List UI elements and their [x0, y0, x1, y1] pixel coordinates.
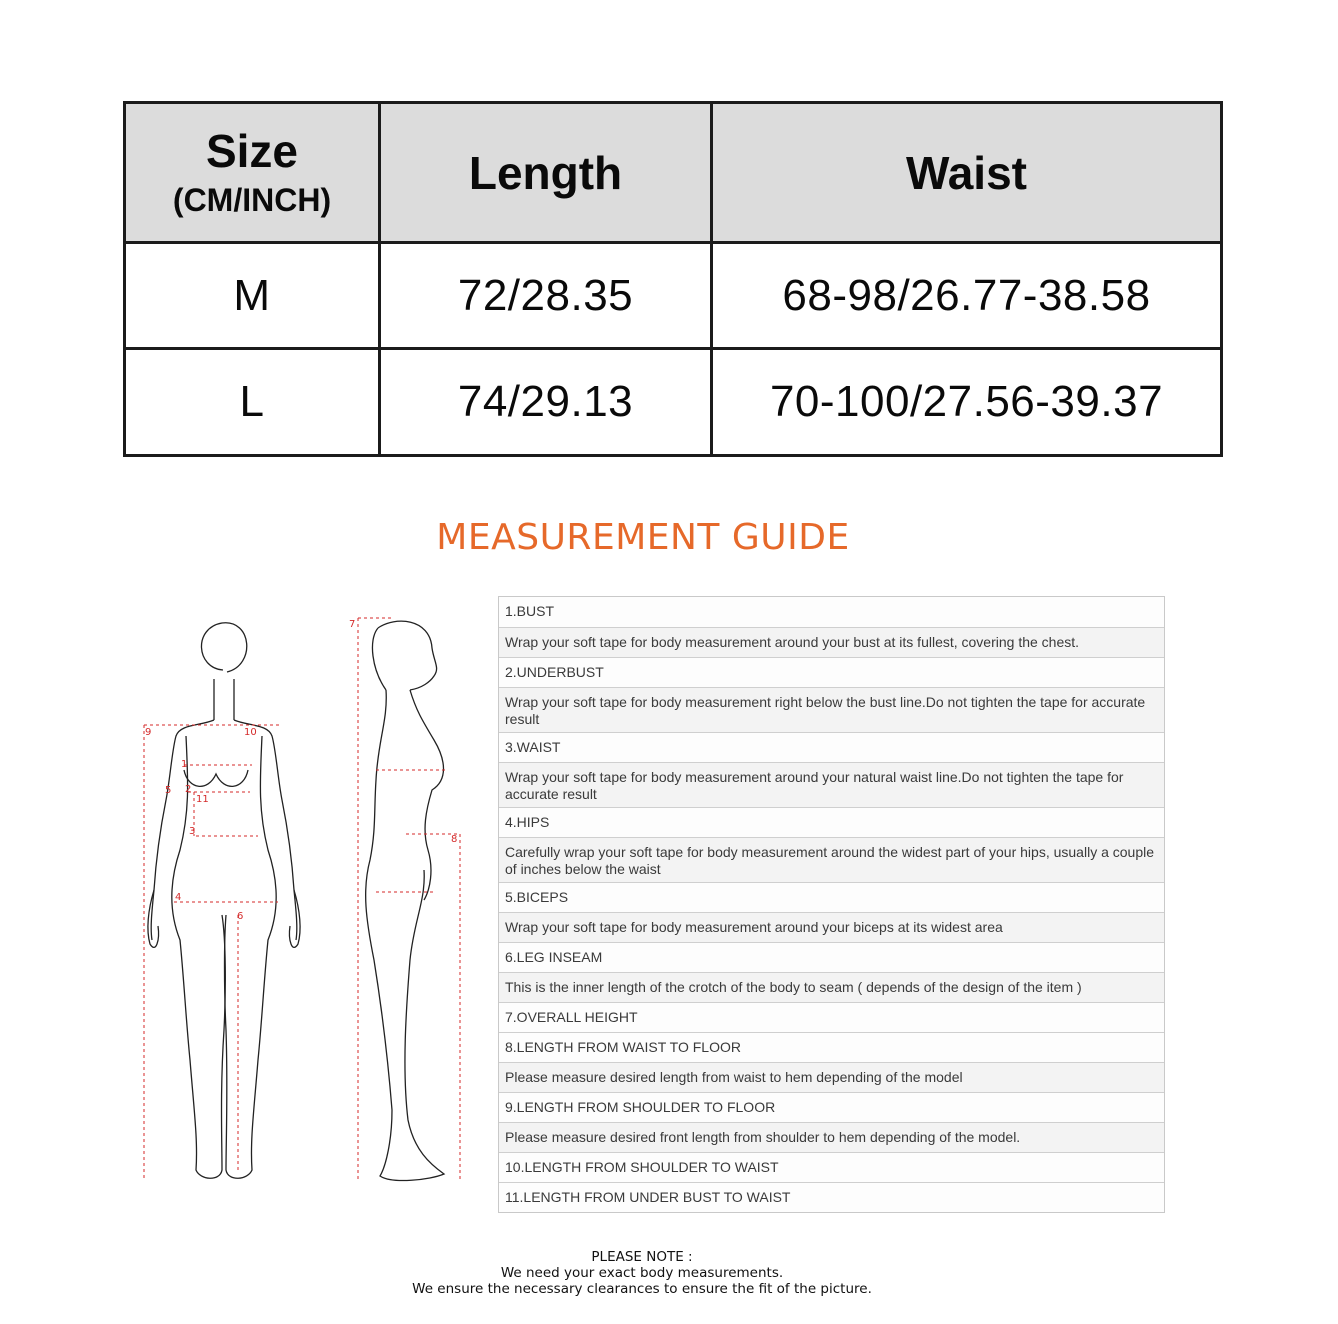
table-row: [125, 243, 1222, 349]
guide-item-heading: 4.HIPS: [499, 807, 1164, 837]
front-body-figure: [148, 623, 300, 1179]
marker-label: 4: [175, 892, 182, 903]
waist-column-header: Waist: [712, 103, 1222, 243]
measurement-guide-title: MEASUREMENT GUIDE: [436, 517, 850, 558]
guide-item-description: Wrap your soft tape for body measurement around your bust at its fullest, covering the chest.: [499, 627, 1164, 657]
marker-label: 2: [185, 784, 192, 795]
guide-item-heading: 11.LENGTH FROM UNDER BUST TO WAIST: [499, 1182, 1164, 1212]
size-header-label: Size: [205, 125, 299, 177]
guide-item-heading: 6.LEG INSEAM: [499, 942, 1164, 972]
guide-item-heading: 5.BICEPS: [499, 882, 1164, 912]
marker-label: 3: [189, 826, 196, 837]
please-note: [0, 1249, 1284, 1297]
marker-label: 1: [181, 759, 188, 770]
measurement-lines: [144, 618, 460, 1180]
guide-item-description: This is the inner length of the crotch of the body to seam ( depends of the design of the item ): [499, 972, 1164, 1002]
marker-label: 6: [237, 911, 244, 922]
body-measurement-figures: [130, 610, 475, 1190]
guide-item-description: Wrap your soft tape for body measurement right below the bust line.Do not tighten the tape for accurate result: [499, 687, 1164, 732]
length-cell: 74/29.13: [380, 349, 712, 456]
length-cell: 72/28.35: [380, 243, 712, 349]
guide-item-heading: 9.LENGTH FROM SHOULDER TO FLOOR: [499, 1092, 1164, 1122]
size-cell: M: [125, 243, 380, 349]
guide-item-heading: 7.OVERALL HEIGHT: [499, 1002, 1164, 1032]
marker-label: 5: [165, 785, 172, 796]
guide-item-heading: 1.BUST: [499, 597, 1164, 627]
measurement-guide-list: [498, 596, 1165, 1213]
marker-label: 9: [145, 727, 152, 738]
measurement-number-labels: [145, 619, 457, 922]
waist-cell: 68-98/26.77-38.58: [712, 243, 1222, 349]
waist-cell: 70-100/27.56-39.37: [712, 349, 1222, 456]
side-body-figure: [366, 621, 444, 1180]
marker-label: 11: [196, 794, 209, 805]
marker-label: 10: [244, 727, 257, 738]
guide-item-description: Carefully wrap your soft tape for body measurement around the widest part of your hips, usually a couple of inches below the waist: [499, 837, 1164, 882]
guide-item-description: Wrap your soft tape for body measurement around your biceps at its widest area: [499, 912, 1164, 942]
guide-item-heading: 3.WAIST: [499, 732, 1164, 762]
marker-label: 7: [349, 619, 356, 630]
size-unit-label: (CM/INCH): [172, 181, 332, 218]
size-table: [123, 101, 1223, 457]
guide-item-heading: 10.LENGTH FROM SHOULDER TO WAIST: [499, 1152, 1164, 1182]
guide-item-description: Please measure desired front length from shoulder to hem depending of the model.: [499, 1122, 1164, 1152]
marker-label: 8: [451, 834, 458, 845]
note-line: We need your exact body measurements.: [500, 1265, 784, 1281]
note-line: We ensure the necessary clearances to ensure the fit of the picture.: [412, 1281, 872, 1297]
guide-item-heading: 2.UNDERBUST: [499, 657, 1164, 687]
length-column-header: Length: [380, 103, 712, 243]
size-column-header: [125, 103, 380, 243]
guide-item-description: Please measure desired length from waist to hem depending of the model: [499, 1062, 1164, 1092]
guide-item-heading: 8.LENGTH FROM WAIST TO FLOOR: [499, 1032, 1164, 1062]
size-cell: L: [125, 349, 380, 456]
guide-item-description: Wrap your soft tape for body measurement around your natural waist line.Do not tighten the tape for accurate result: [499, 762, 1164, 807]
table-row: [125, 349, 1222, 456]
note-title: PLEASE NOTE :: [591, 1249, 693, 1265]
size-table-header-row: [125, 103, 1222, 243]
